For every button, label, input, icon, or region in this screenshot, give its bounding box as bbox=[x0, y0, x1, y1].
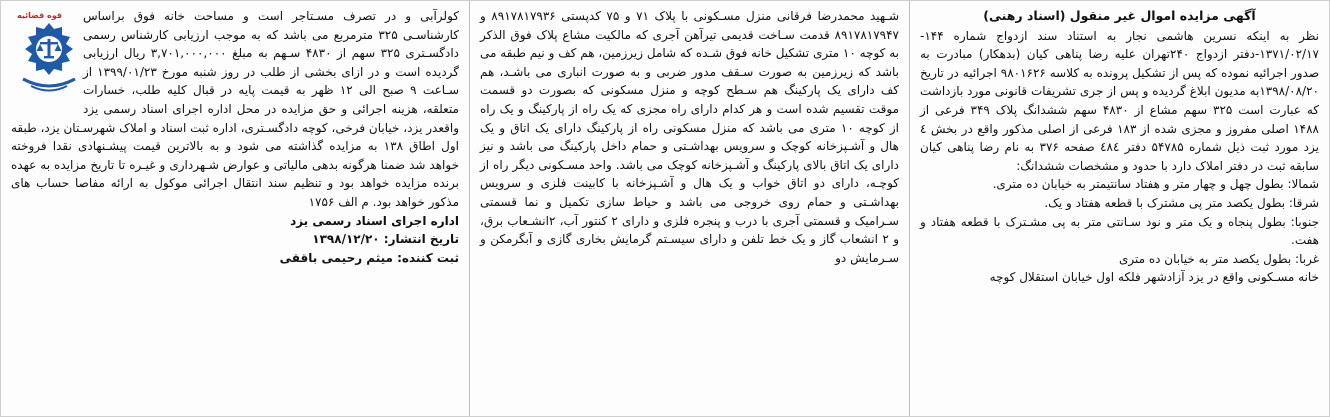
notice-column-3 bbox=[1, 1, 469, 416]
boundary-west: غربا: بطول یکصد متر به خیابان ده متری bbox=[1118, 251, 1319, 266]
notice-paragraph: شـهید محمدرضا فرقانی منزل مسـکونی با پلاک ۷۱ و ۷۵ کدپستی ۸۹۱۷۸۱۷۹۳۶ و ۸۹۱۷۸۱۷۹۴۷ قدمت سـاخت قدیمی تیرآهن آجری که مالکیت مشاع پلاک فوق الذکر به کوچه ۱۰ متری تشکیل خانه فوق شـده که شامل زیرزمین، هم کف و نیم طبقه می باشد که زیرزمین به صورت سـقف مدور ضربی و به صورت انباری می باشـد، هم کف دارای یک پارکینگ هم سـطح کوچه و منزل مسکونی که بصورت دو قسمت موقت تقسیم شده است و هر کدام دارای راه مجزی که یک راه از پارکینگ و یک راه از کوچه ۱۰ متری می باشد که منزل مسکونی راه از پارکینگ دارای یک اتاق و یک هال و آشـپزخانه کوچک و سرویس بهداشـتی و حمام داخل پارکینگ می باشد و نیز دارای یک اتاق بالای پارکینگ و آشـپزخانه کوچک می باشد. واحد مسـکونی دیگر راه از کوچـه، دارای دو اتاق خواب و یک هال و آشـپزخانه با کابینت فلزی و سرویس بهداشـتی و حمام روی خروجی می باشد و حیاط سازی تکمیل و نما قسمتی سـرامیک و قسمتی آجری با درب و پنجره فلزی و دارای ۲ کنتور آب، ۲انشـعاب برق، و ۲ انشعاب گاز و یک خط تلفن و دارای سیسـتم گرمایش بخاری گازی و آبگرمکن و سـرمایش دو bbox=[480, 9, 900, 265]
publication-date: تاریخ انتشار: ۱۳۹۸/۱۲/۲۰ bbox=[312, 232, 459, 247]
boundary-north: شمالا: بطول چهل و چهار متر و هفتاد سانتیمتر به خیابان ده متری. bbox=[992, 177, 1319, 192]
judiciary-logo bbox=[15, 7, 83, 99]
logo-caption: قوه قضائیه bbox=[17, 11, 63, 20]
notice-paragraph: نظر به اینکه نسرین هاشمی نجار به استناد سند ازدواج شماره ۱۴۴- ۱۳۷۱/۰۲/۱۷-دفتر ازدواج ۲۴۰تهران علیه رضا پناهی کیان (بدهکار) مبادرت به صدور اجرائیه نموده که پس از تشکیل پرونده به کلاسه ۹۸۰۱۶۲۶ اجرائیه در تاریخ ۱۳۹۸/۰۸/۲۰به مدیون ابلاغ گردیده و پس از جری تشریفات قانونی مورد بازداشت که عبارت است ۳۲۵ سهم مشاع از ۴۸۳۰ سهم ششدانگ پلاک ۳۴۹ فرعی از ۱۴۸۸ اصلی مفروز و مجزی شده از ۱۸۳ فرعی از اصلی مذکور واقع در بخش ٤ یزد مورد ثبت ذیل شماره ۵۴۷۸۵ دفتر ٤٨٤ صفحه ۳۷۶ به نام رضا پناهی کیان سابقه ثبت در دفتر املاک دارد با حدود و مشخصات ششدانگ: bbox=[920, 28, 1320, 173]
boundary-south: جنوبا: بطول پنجاه و یک متر و نود سـانتی متر به پی مشـترک با قطعه هفتاد و هفت. bbox=[920, 214, 1319, 248]
boundary-east: شرقا: بطول یکصد متر پی مشترک با قطعه هفتاد و یک. bbox=[1044, 195, 1319, 210]
notice-column-1 bbox=[909, 1, 1329, 416]
notice-paragraph: خانه مسـکونی واقع در یزد آزادشهر فلکه اول خیابان استقلال کوچه bbox=[989, 270, 1319, 285]
notice-column-2 bbox=[469, 1, 909, 416]
judiciary-emblem-icon bbox=[17, 19, 81, 97]
issuing-office: اداره اجرای اسناد رسمی یزد bbox=[290, 213, 459, 228]
notice-paragraph: کولرآبی و در تصرف مسـتاجر است و مساحت خانه فوق براساس کارشناسـی ۳۲۵ مترمربع می باشد که به موجب ارزیابی کارشناس رسمی دادگسـتری ۳۲۵ سهم از ۴۸۳۰ سـهم به مبلغ ۳,۷۰۱,۰۰۰,۰۰۰ ریال ارزیابی گردیده است و در ازای بخشی از طلب در روز شنبه مورخ ۱۳۹۹/۰۱/۲۳ از سـاعت ۹ صبح الی ۱۲ ظهر به قیمت پایه در قبال کلیه طلب، خسارات متعلقه، هزینه اجرائی و حق مزایده در محل اداره اجرای اسناد رسمی یزد واقعدر یزد، خیابان فرخی، کوچه دادگسـتری، اداره ثبت اسناد و املاک شهرسـتان یزد، طبقه اول اطاق ۱۳۸ به مزایده گذاشته می شود و به بالاترین قیمت پیشـنهادی نقدا فروخته خواهد شد ضمنا هرگونه بدهی مالیاتی و عوارض شـهرداری و غیـره تا تاریخ مزایده به عهده برنده مزایده خواهد بود و تنظیم سند انتقال اجرائی موکول به ارائه مفاصا حساب های مذکور خواهد بود. م الف ۱۷۵۶ bbox=[11, 9, 460, 209]
notice-title: آگهی مزایده اموال غیر منقول (اسناد رهنی) bbox=[983, 8, 1256, 23]
registrar-name: ثبت کننده: میثم رحیمی باققی bbox=[279, 250, 459, 265]
